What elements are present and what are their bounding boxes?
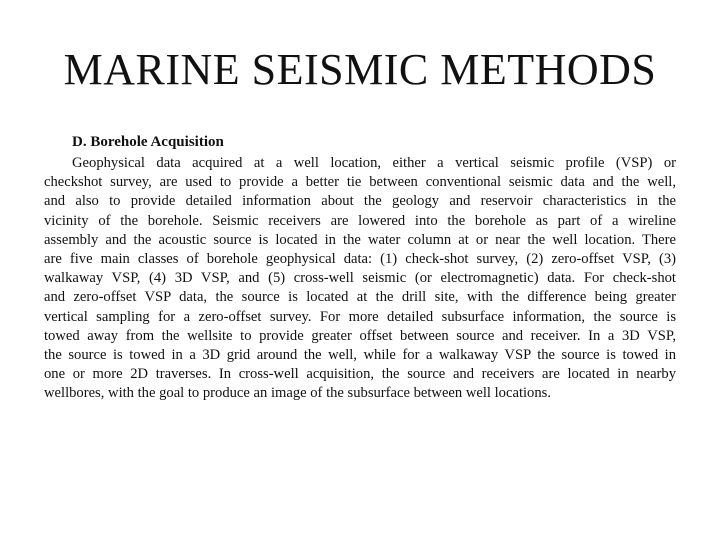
paragraph-line: towed away from the wellsite to provide greater offset between source and receiver. In a 3D VSP,	[44, 327, 676, 344]
paragraph-line: and zero-offset VSP data, the source is located at the drill site, with the difference being greater	[44, 289, 676, 306]
paragraph-line: Geophysical data acquired at a well location, either a vertical seismic profile (VSP) or	[72, 155, 676, 171]
paragraph-line: vicinity of the borehole. Seismic receivers are lowered into the borehole as part of a wireline	[44, 212, 676, 229]
paragraph-line: one or more 2D traverses. In cross-well acquisition, the source and receivers are located in nearby	[44, 366, 676, 383]
paragraph-line: assembly and the acoustic source is located in the water column at or near the well location. There	[44, 231, 676, 248]
paragraph-line: wellbores, with the goal to produce an image of the subsurface between well locations.	[44, 385, 551, 402]
section-heading: D. Borehole Acquisition	[72, 134, 224, 150]
paragraph-line: the source is towed in a 3D grid around the well, while for a walkaway VSP the source is towed in	[44, 347, 676, 364]
paragraph-line: are five main classes of borehole geophysical data: (1) check-shot survey, (2) zero-offset VSP, (3)	[44, 251, 676, 268]
paragraph-line: walkaway VSP, (4) 3D VSP, and (5) cross-well seismic (or electromagnetic) data. For check-shot	[44, 270, 676, 287]
slide-title: MARINE SEISMIC METHODS	[63, 45, 657, 94]
body-paragraph	[44, 154, 676, 404]
paragraph-line: and also to provide detailed information about the geology and reservoir characteristics in the	[44, 193, 676, 210]
paragraph-line: vertical sampling for a zero-offset survey. For more detailed subsurface information, the source is	[44, 308, 676, 325]
paragraph-line: checkshot survey, are used to provide a better tie between conventional seismic data and the well,	[44, 174, 676, 191]
